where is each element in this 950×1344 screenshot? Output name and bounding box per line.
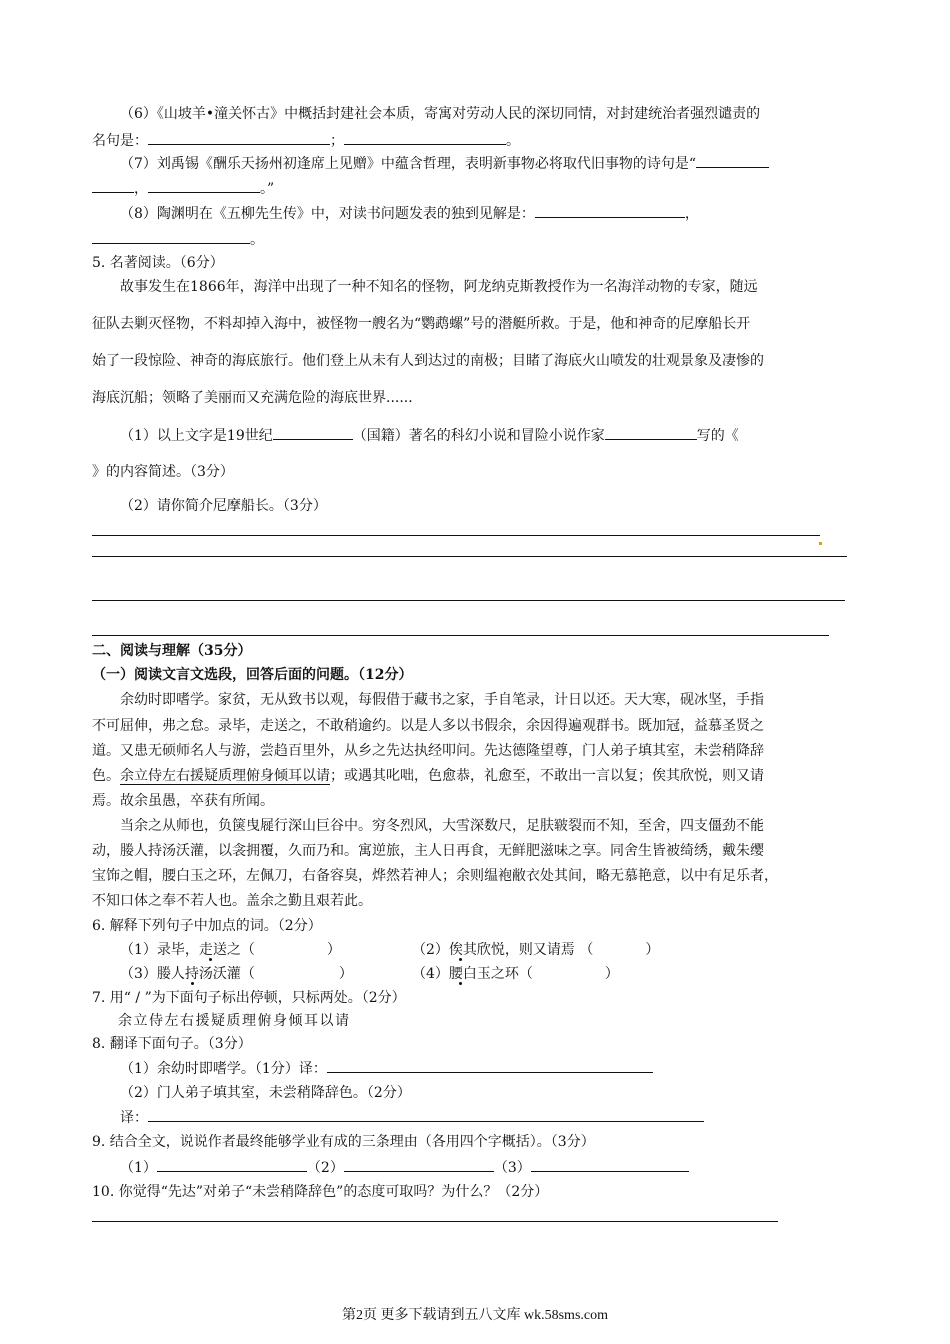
text-line-5: 焉。故余虽愚，卒获有所闻。 — [92, 793, 274, 809]
s5-q1-b: （国籍）著名的科幻小说和冒险小说作家 — [352, 428, 605, 444]
q7b-title: 7. 用“ / ”为下面句子标出停顿，只标两处。（2分） — [92, 990, 406, 1006]
q9-blank-1[interactable] — [157, 1157, 307, 1172]
q7-prefix: （7）刘禹锡《酬乐天扬州初逢席上见赠》中蕴含哲理，表明新事物必将取代旧事物的诗句是“ — [120, 156, 697, 172]
emphasis-dot-1 — [203, 942, 217, 956]
q8b-yi-label: 译： — [120, 1110, 148, 1126]
s5-q1-blank-author[interactable] — [605, 425, 697, 440]
s5-q1-line2: 》的内容简述。（3分） — [92, 464, 234, 480]
q6b-d-label: （4）腰白玉之环（ — [412, 966, 533, 982]
q9-blank-2[interactable] — [344, 1157, 494, 1172]
answer-line-3[interactable] — [92, 600, 845, 601]
q6b-title: 6. 解释下列句子中加点的词。（2分） — [92, 918, 322, 934]
text-line-9: 不知口体之奉不若人也。盖余之勤且艰若此。 — [92, 893, 372, 909]
s5-q1-blank-nationality[interactable] — [273, 425, 353, 440]
emphasis-dot-2 — [453, 942, 467, 956]
q8-line2 — [92, 229, 264, 250]
q7-end: 。” — [260, 181, 275, 197]
q8b-title: 8. 翻译下面句子。（3分） — [92, 1036, 252, 1052]
q6b-c-close: ） — [338, 966, 353, 982]
text-line-4 — [92, 766, 764, 786]
q9-title: 9. 结合全文，说说作者最终能够学业有成的三条理由（各用四个字概括）。（3分） — [92, 1134, 595, 1150]
q6b-d-close: ） — [604, 966, 619, 982]
s5-para-2: 征队去剿灭怪物，不料却掉入海中，被怪物一艘名为“鹦鹉螺”号的潜艇所救。于是，他和神奇的尼摩船长开 — [92, 316, 751, 332]
q6b-a — [120, 940, 341, 960]
q9-answers — [120, 1157, 689, 1178]
q7-line2 — [92, 178, 274, 199]
text-line-2: 不可屈伸，弗之怠。录毕，走送之，不敢稍逾约。以是人多以书假余，余因得遍观群书。既加冠，益慕圣贤之 — [92, 718, 764, 734]
q10-title: 10. 你觉得“先达”对弟子“未尝稍降辞色”的态度可取吗？为什么？（2分） — [92, 1184, 549, 1200]
text-line-4a: 色。 — [92, 768, 120, 784]
underlined-sentence: 余立侍左右援疑质理俯身倾耳以请 — [120, 768, 330, 784]
part2-title: 二、阅读与理解（35分） — [92, 643, 252, 659]
q7-line1 — [120, 153, 769, 174]
q8-end: 。 — [250, 232, 264, 248]
text-line-3: 道。又患无硕师名人与游，尝趋百里外，从乡之先达执经叩问。先达德隆望尊，门人弟子填其室，未尝稍降辞 — [92, 743, 764, 759]
q8b-a-blank[interactable] — [327, 1058, 653, 1073]
q6-end: 。 — [506, 133, 520, 149]
page-footer: 第2页 更多下载请到五八文库 wk.58sms.com — [342, 1308, 608, 1323]
q8b-a — [120, 1058, 653, 1079]
q6-sep: ； — [330, 133, 344, 149]
text-line-8: 宝饰之帽，腰白玉之环，左佩刀，右备容臭，烨然若神人；余则缊袍敝衣处其间，略无慕艳意，以中有足乐者， — [92, 868, 778, 884]
q6b-b-label: （2）俟其欣悦，则又请焉 （ — [412, 942, 594, 958]
q6b-a-close: ） — [326, 942, 341, 958]
text-line-7: 动，媵人持汤沃灌，以衾拥覆，久而乃和。寓逆旅，主人日再食，无鲜肥滋味之享。同舍生皆被绮绣，戴朱缨 — [92, 843, 764, 859]
stray-mark — [819, 542, 822, 545]
q9-blank-3[interactable] — [531, 1157, 689, 1172]
q6-line2 — [92, 130, 520, 151]
q8-blank-1[interactable] — [535, 203, 685, 218]
q6-blank-1[interactable] — [148, 130, 330, 145]
emphasis-dot-4 — [453, 966, 467, 980]
q8-prefix: （8）陶渊明在《五柳先生传》中，对读书问题发表的独到见解是： — [120, 206, 535, 222]
q8b-a-label: （1）余幼时即嗜学。（1分）译： — [120, 1061, 327, 1077]
answer-line-2[interactable] — [92, 556, 847, 557]
q6b-c-label: （3）媵人持汤沃灌（ — [120, 966, 255, 982]
q6-line1: （6）《山坡羊•潼关怀古》中概括封建社会本质，寄寓对劳动人民的深切同情，对封建统治者强烈谴责的 — [120, 106, 761, 122]
q8b-b: （2）门人弟子填其室，未尝稍降辞色。（2分） — [120, 1085, 411, 1101]
q8b-b-answer — [120, 1107, 704, 1128]
q9-l1-label: （1） — [120, 1160, 157, 1176]
s5-q1-line1 — [120, 425, 739, 446]
q8-comma: ， — [684, 206, 699, 222]
q6-prefix: 名句是： — [92, 133, 148, 149]
q6b-c — [120, 964, 353, 984]
q8-blank-2[interactable] — [92, 229, 250, 244]
s5-para-4: 海底沉船；领略了美丽而又充满危险的海底世界...... — [92, 390, 413, 406]
s5-q1-a: （1）以上文字是19世纪 — [120, 428, 273, 444]
q9-l2-label: （2） — [306, 1160, 344, 1176]
q6b-d — [412, 964, 619, 984]
s5-q2: （2）请你简介尼摩船长。（3分） — [120, 498, 327, 514]
text-line-4c: ；或遇其叱咄，色愈恭，礼愈至，不敢出一言以复；俟其欣悦，则又请 — [330, 768, 764, 784]
q7b-sentence[interactable]: 余立侍左右援疑质理俯身倾耳以请 — [118, 1013, 351, 1029]
q6b-b-close: ） — [645, 942, 660, 958]
q7-blank-1[interactable] — [696, 153, 769, 168]
part2-sub1: （一）阅读文言文选段，回答后面的问题。（12分） — [92, 667, 413, 683]
emphasis-dot-3 — [185, 966, 199, 980]
answer-line-1[interactable] — [92, 535, 820, 536]
s5-para-1: 故事发生在1866年，海洋中出现了一种不知名的怪物，阿龙纳克斯教授作为一名海洋动物的专家，随远 — [120, 279, 758, 295]
q6-blank-2[interactable] — [344, 130, 506, 145]
s5-q1-c: 写的《 — [696, 428, 739, 444]
text-line-6: 当余之从师也，负箧曳屣行深山巨谷中。穷冬烈风，大雪深数尺，足肤皲裂而不知，至舍，四支僵劲不能 — [120, 818, 764, 834]
q6b-a-label: （1）录毕，走送之（ — [120, 942, 255, 958]
q6b-b — [412, 940, 659, 960]
answer-line-4[interactable] — [92, 635, 829, 636]
s5-para-3: 始了一段惊险、神奇的海底旅行。他们登上从未有人到达过的南极；目睹了海底火山喷发的壮观景象及凄惨的 — [92, 353, 764, 369]
q8-line1 — [120, 203, 699, 224]
q9-l3-label: （3） — [493, 1160, 531, 1176]
text-line-1: 余幼时即嗜学。家贫，无从致书以观，每假借于藏书之家，手自笔录，计日以还。天大寒，砚冰坚，手指 — [120, 692, 764, 708]
q8b-b-blank[interactable] — [148, 1107, 704, 1122]
q7-blank-1-cont[interactable] — [92, 178, 134, 193]
q10-answer-line[interactable] — [92, 1221, 778, 1222]
q7-comma: ， — [134, 181, 148, 197]
q7-blank-2[interactable] — [148, 178, 260, 193]
s5-title: 5. 名著阅读。（6分） — [92, 255, 224, 271]
